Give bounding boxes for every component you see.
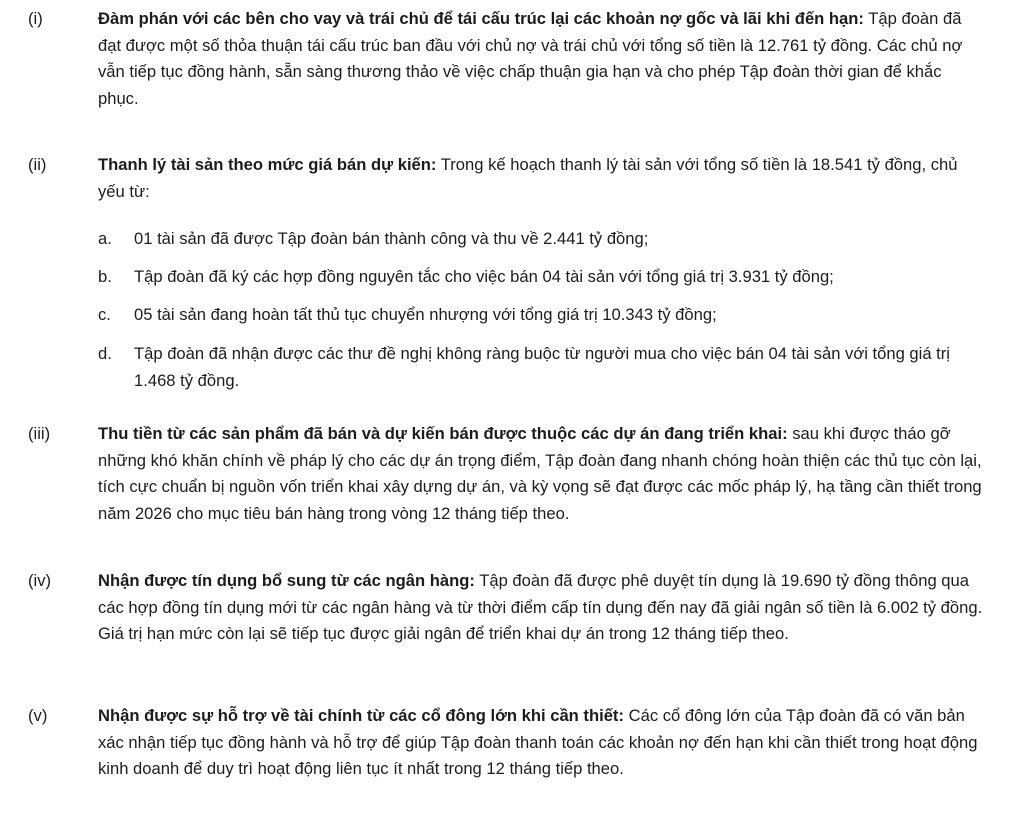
item-body: [98, 421, 983, 527]
sub-item-text: 01 tài sản đã được Tập đoàn bán thành công và thu về 2.441 tỷ đồng;: [134, 229, 649, 248]
item-heading: Đàm phán với các bên cho vay và trái chủ để tái cấu trúc lại các khoản nợ gốc và lãi khi đến hạn:: [98, 9, 864, 28]
sub-item-text: Tập đoàn đã nhận được các thư đề nghị không ràng buộc từ người mua cho việc bán 04 tài sản với tổng giá trị 1.468 tỷ đồng.: [134, 344, 950, 390]
item-body: [98, 703, 983, 783]
item-number: (iii): [28, 424, 51, 443]
item-text: sau khi được tháo gỡ những khó khăn chính về pháp lý cho các dự án trọng điểm, Tập đoàn đang nhanh chóng hoàn thiện các thủ tục còn lại, tích cực chuẩn bị nguồn vốn triển khai xây dựng dự án, và kỳ vọng sẽ đạt được các mốc pháp lý, hạ tầng cần thiết trong năm 2026 cho mục tiêu bán hàng trong vòng 12 tháng tiếp theo.: [98, 424, 982, 523]
item-heading: Nhận được tín dụng bổ sung từ các ngân hàng:: [98, 571, 475, 590]
item-heading: Thu tiền từ các sản phẩm đã bán và dự kiến bán được thuộc các dự án đang triển khai:: [98, 424, 788, 443]
item-body: [98, 568, 983, 648]
item-text: Tập đoàn đã được phê duyệt tín dụng là 19.690 tỷ đồng thông qua các hợp đồng tín dụng mới từ các ngân hàng và từ thời điểm cấp tín dụng đến nay đã giải ngân số tiền là 6.002 tỷ đồng. Giá trị hạn mức còn lại sẽ tiếp tục được giải ngân để triển khai dự án trong 12 tháng tiếp theo.: [98, 571, 983, 643]
sub-item-letter: b.: [98, 267, 112, 286]
item-text: Trong kế hoạch thanh lý tài sản với tổng số tiền là 18.541 tỷ đồng, chủ yếu từ:: [98, 155, 958, 201]
item-heading: Nhận được sự hỗ trợ về tài chính từ các cổ đông lớn khi cần thiết:: [98, 706, 624, 725]
item-body: [98, 6, 983, 112]
sub-item-letter: c.: [98, 305, 111, 324]
sub-item-text: 05 tài sản đang hoàn tất thủ tục chuyển nhượng với tổng giá trị 10.343 tỷ đồng;: [134, 305, 717, 324]
item-heading: Thanh lý tài sản theo mức giá bán dự kiến:: [98, 155, 437, 174]
sub-item-letter: a.: [98, 229, 112, 248]
item-body: [98, 152, 983, 205]
sub-item-letter: d.: [98, 344, 112, 363]
item-text: Các cổ đông lớn của Tập đoàn đã có văn bản xác nhận tiếp tục đồng hành và hỗ trợ để giúp Tập đoàn thanh toán các khoản nợ đến hạn khi cần thiết trong hoạt động kinh doanh để duy trì hoạt động liên tục ít nhất trong 12 tháng tiếp theo.: [98, 706, 978, 778]
item-number: (ii): [28, 155, 47, 174]
item-number: (i): [28, 9, 43, 28]
item-text: Tập đoàn đã đạt được một số thỏa thuận tái cấu trúc ban đầu với chủ nợ và trái chủ với tổng số tiền là 12.761 tỷ đồng. Các chủ nợ vẫn tiếp tục đồng hành, sẵn sàng thương thảo về việc chấp thuận gia hạn và cho phép Tập đoàn thời gian để khắc phục.: [98, 9, 963, 108]
item-number: (iv): [28, 571, 52, 590]
sub-item-text: Tập đoàn đã ký các hợp đồng nguyên tắc cho việc bán 04 tài sản với tổng giá trị 3.931 tỷ đồng;: [134, 267, 834, 286]
item-number: (v): [28, 706, 48, 725]
